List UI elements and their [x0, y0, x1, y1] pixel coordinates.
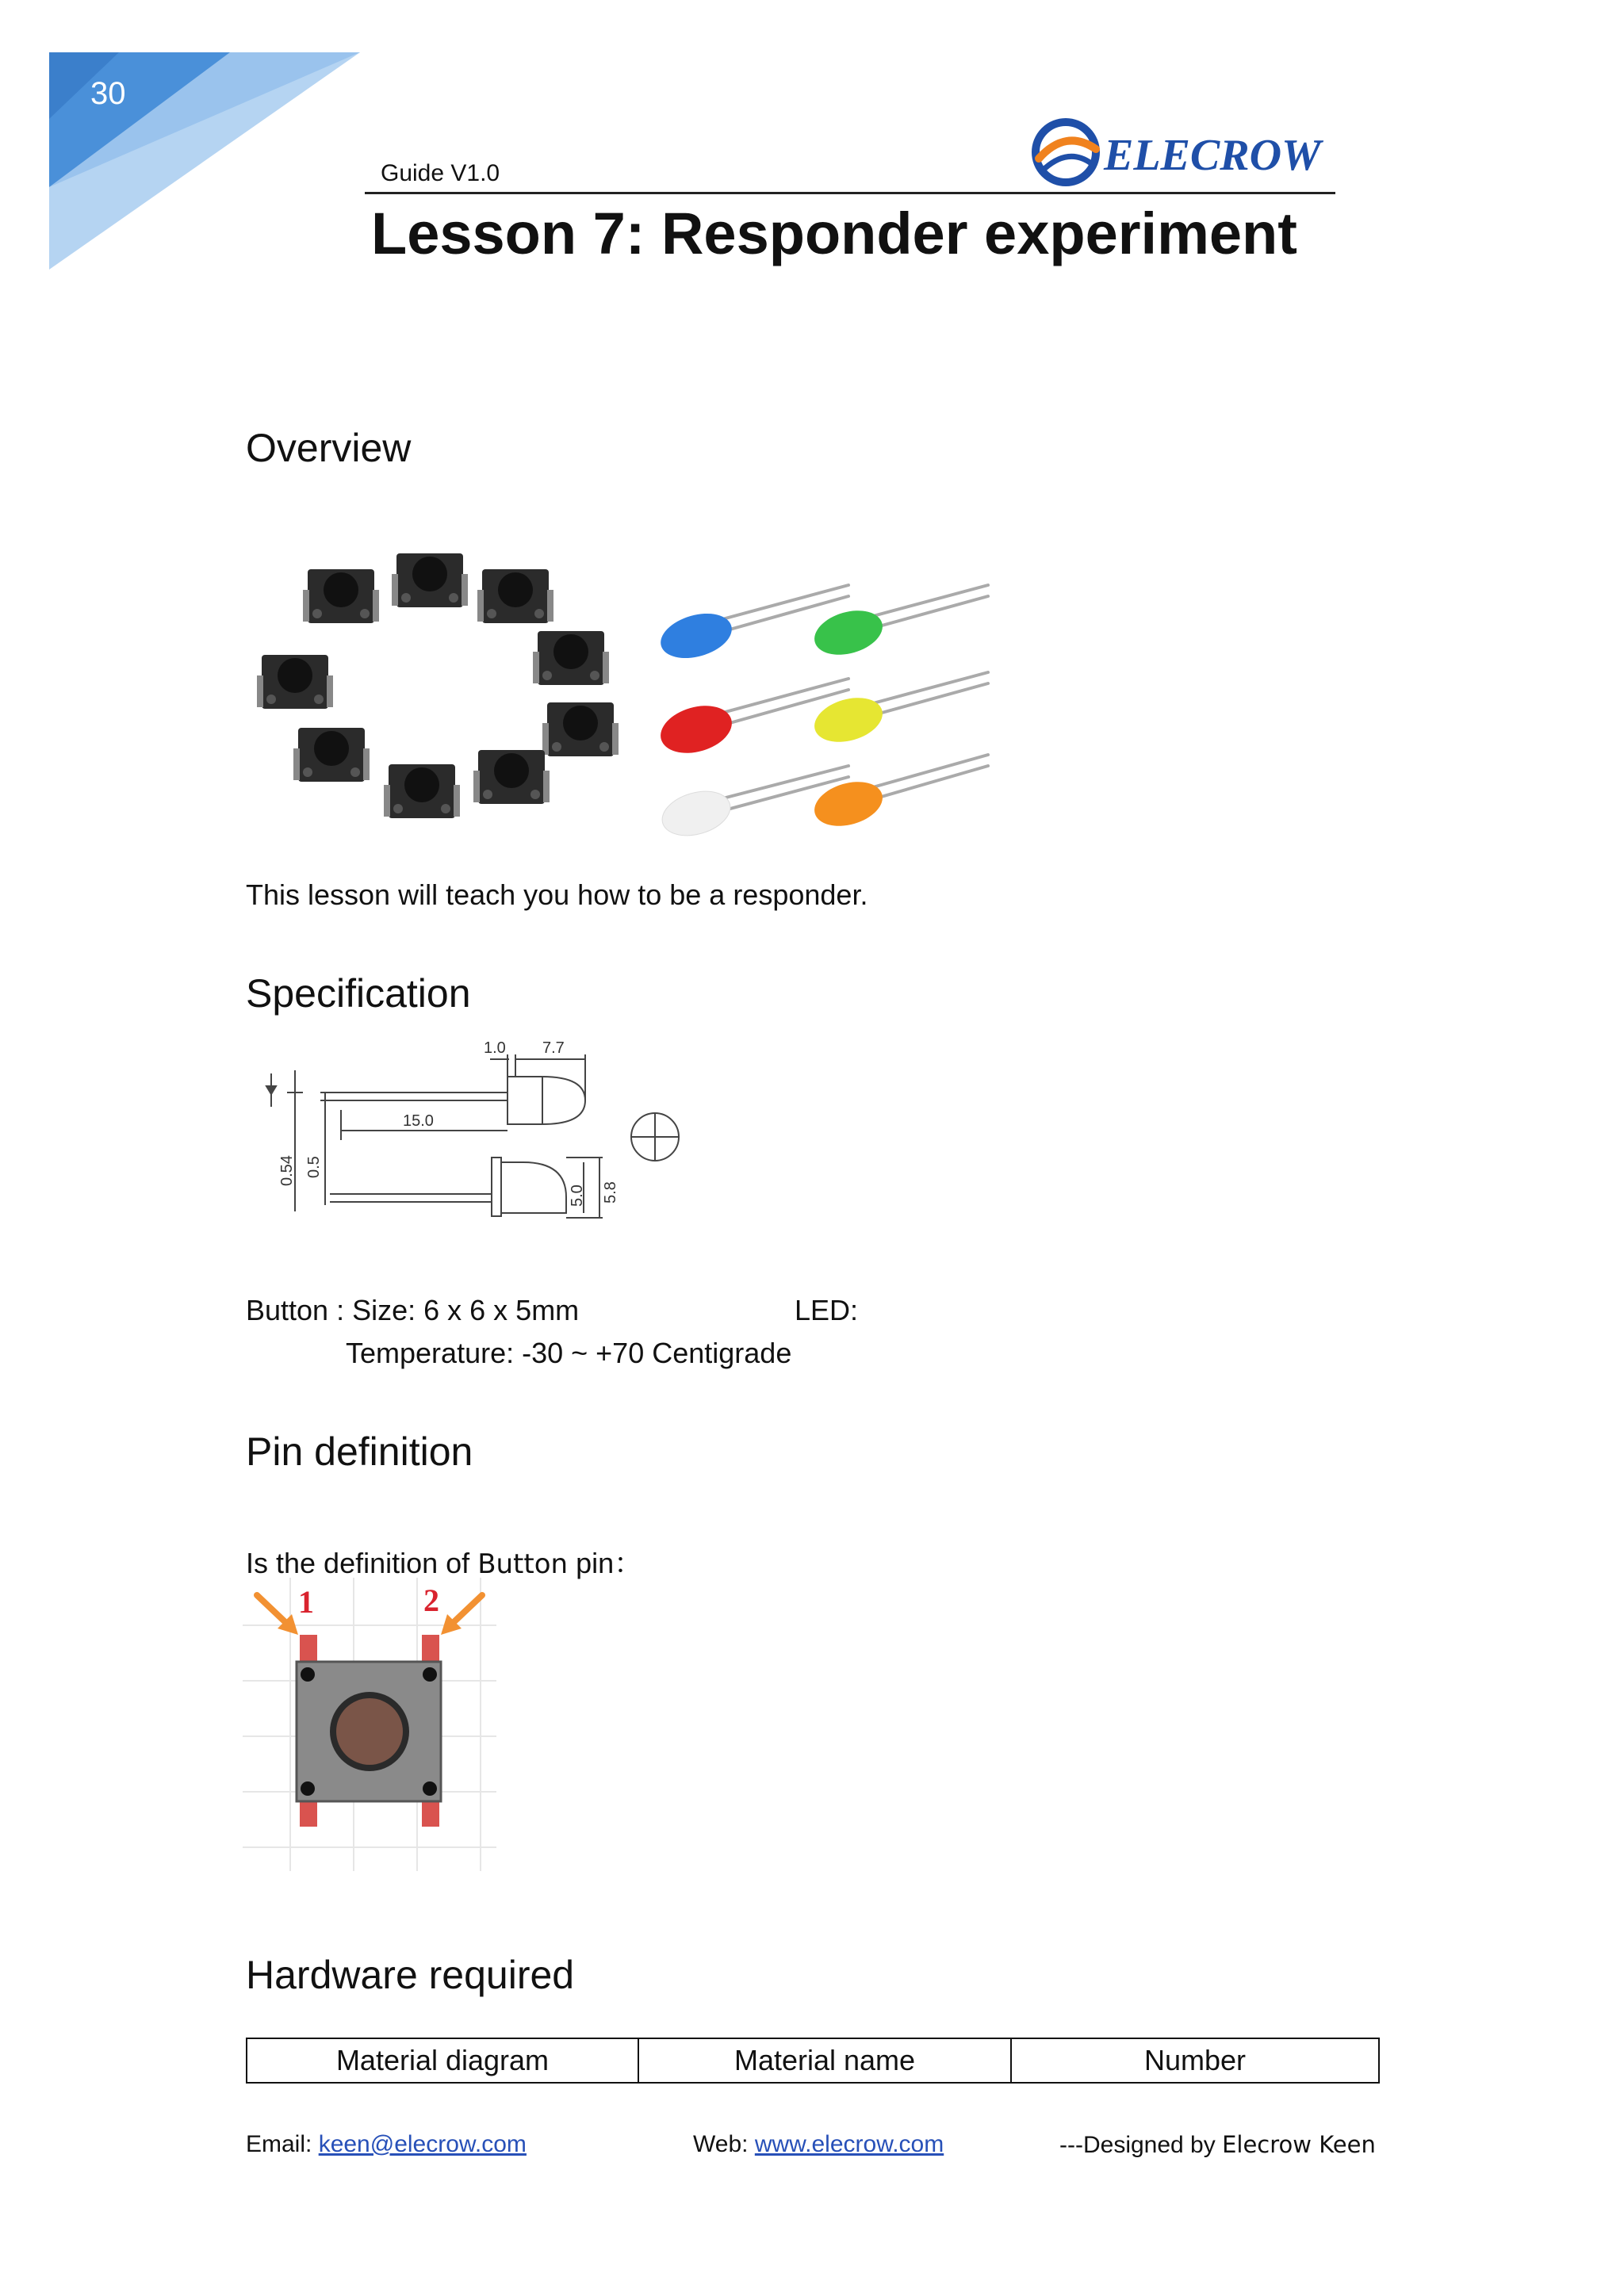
corner-decoration: [0, 0, 381, 285]
page-number: 30: [90, 76, 126, 111]
svg-text:1: 1: [298, 1584, 314, 1620]
column-header-number: Number: [1011, 2038, 1379, 2083]
svg-text:15.0: 15.0: [403, 1112, 434, 1130]
hardware-heading: Hardware required: [246, 1953, 575, 1997]
svg-text:5.8: 5.8: [602, 1181, 619, 1203]
buttons-and-leds-photo: [238, 539, 999, 856]
leds-group: [655, 585, 988, 843]
column-header-material-name: Material name: [638, 2038, 1011, 2083]
led-spec-label: LED:: [795, 1294, 859, 1326]
specification-heading: Specification: [246, 971, 471, 1016]
pin-definition-text: Is the definition of Button pin：: [246, 1547, 643, 1580]
footer-designed-by: ---Designed by Elecrow Keen: [1059, 2131, 1376, 2158]
header-divider: [365, 192, 1335, 194]
button-spec: Button : Size: 6 x 6 x 5mm: [246, 1294, 580, 1326]
svg-text:1.0: 1.0: [484, 1039, 506, 1057]
overview-heading: Overview: [246, 426, 412, 470]
led-dimension-drawing: [254, 1039, 698, 1237]
svg-text:7.7: 7.7: [542, 1039, 565, 1057]
overview-text: This lesson will teach you how to be a responder.: [246, 878, 868, 911]
svg-text:0.54: 0.54: [278, 1155, 296, 1186]
email-link[interactable]: keen@elecrow.com: [318, 2131, 527, 2157]
hardware-table: [246, 2038, 1380, 2084]
push-buttons-group: [257, 553, 619, 818]
temperature-spec: Temperature: -30 ~ +70 Centigrade: [346, 1337, 792, 1369]
elecrow-logo: [1028, 113, 1337, 189]
guide-version: Guide V1.0: [381, 160, 500, 186]
web-link[interactable]: www.elecrow.com: [754, 2131, 944, 2157]
footer-email: Email: keen@elecrow.com: [246, 2131, 527, 2157]
pin-definition-heading: Pin definition: [246, 1429, 473, 1474]
page-title: Lesson 7: Responder experiment: [371, 201, 1297, 266]
footer-web: Web: www.elecrow.com: [693, 2131, 944, 2157]
button-pin-diagram: [243, 1578, 496, 1871]
column-header-material-diagram: Material diagram: [247, 2038, 638, 2083]
svg-text:5.0: 5.0: [569, 1184, 586, 1207]
svg-text:2: 2: [423, 1582, 439, 1618]
svg-text:0.5: 0.5: [305, 1156, 323, 1178]
svg-text:ELECROW: ELECROW: [1104, 131, 1321, 180]
